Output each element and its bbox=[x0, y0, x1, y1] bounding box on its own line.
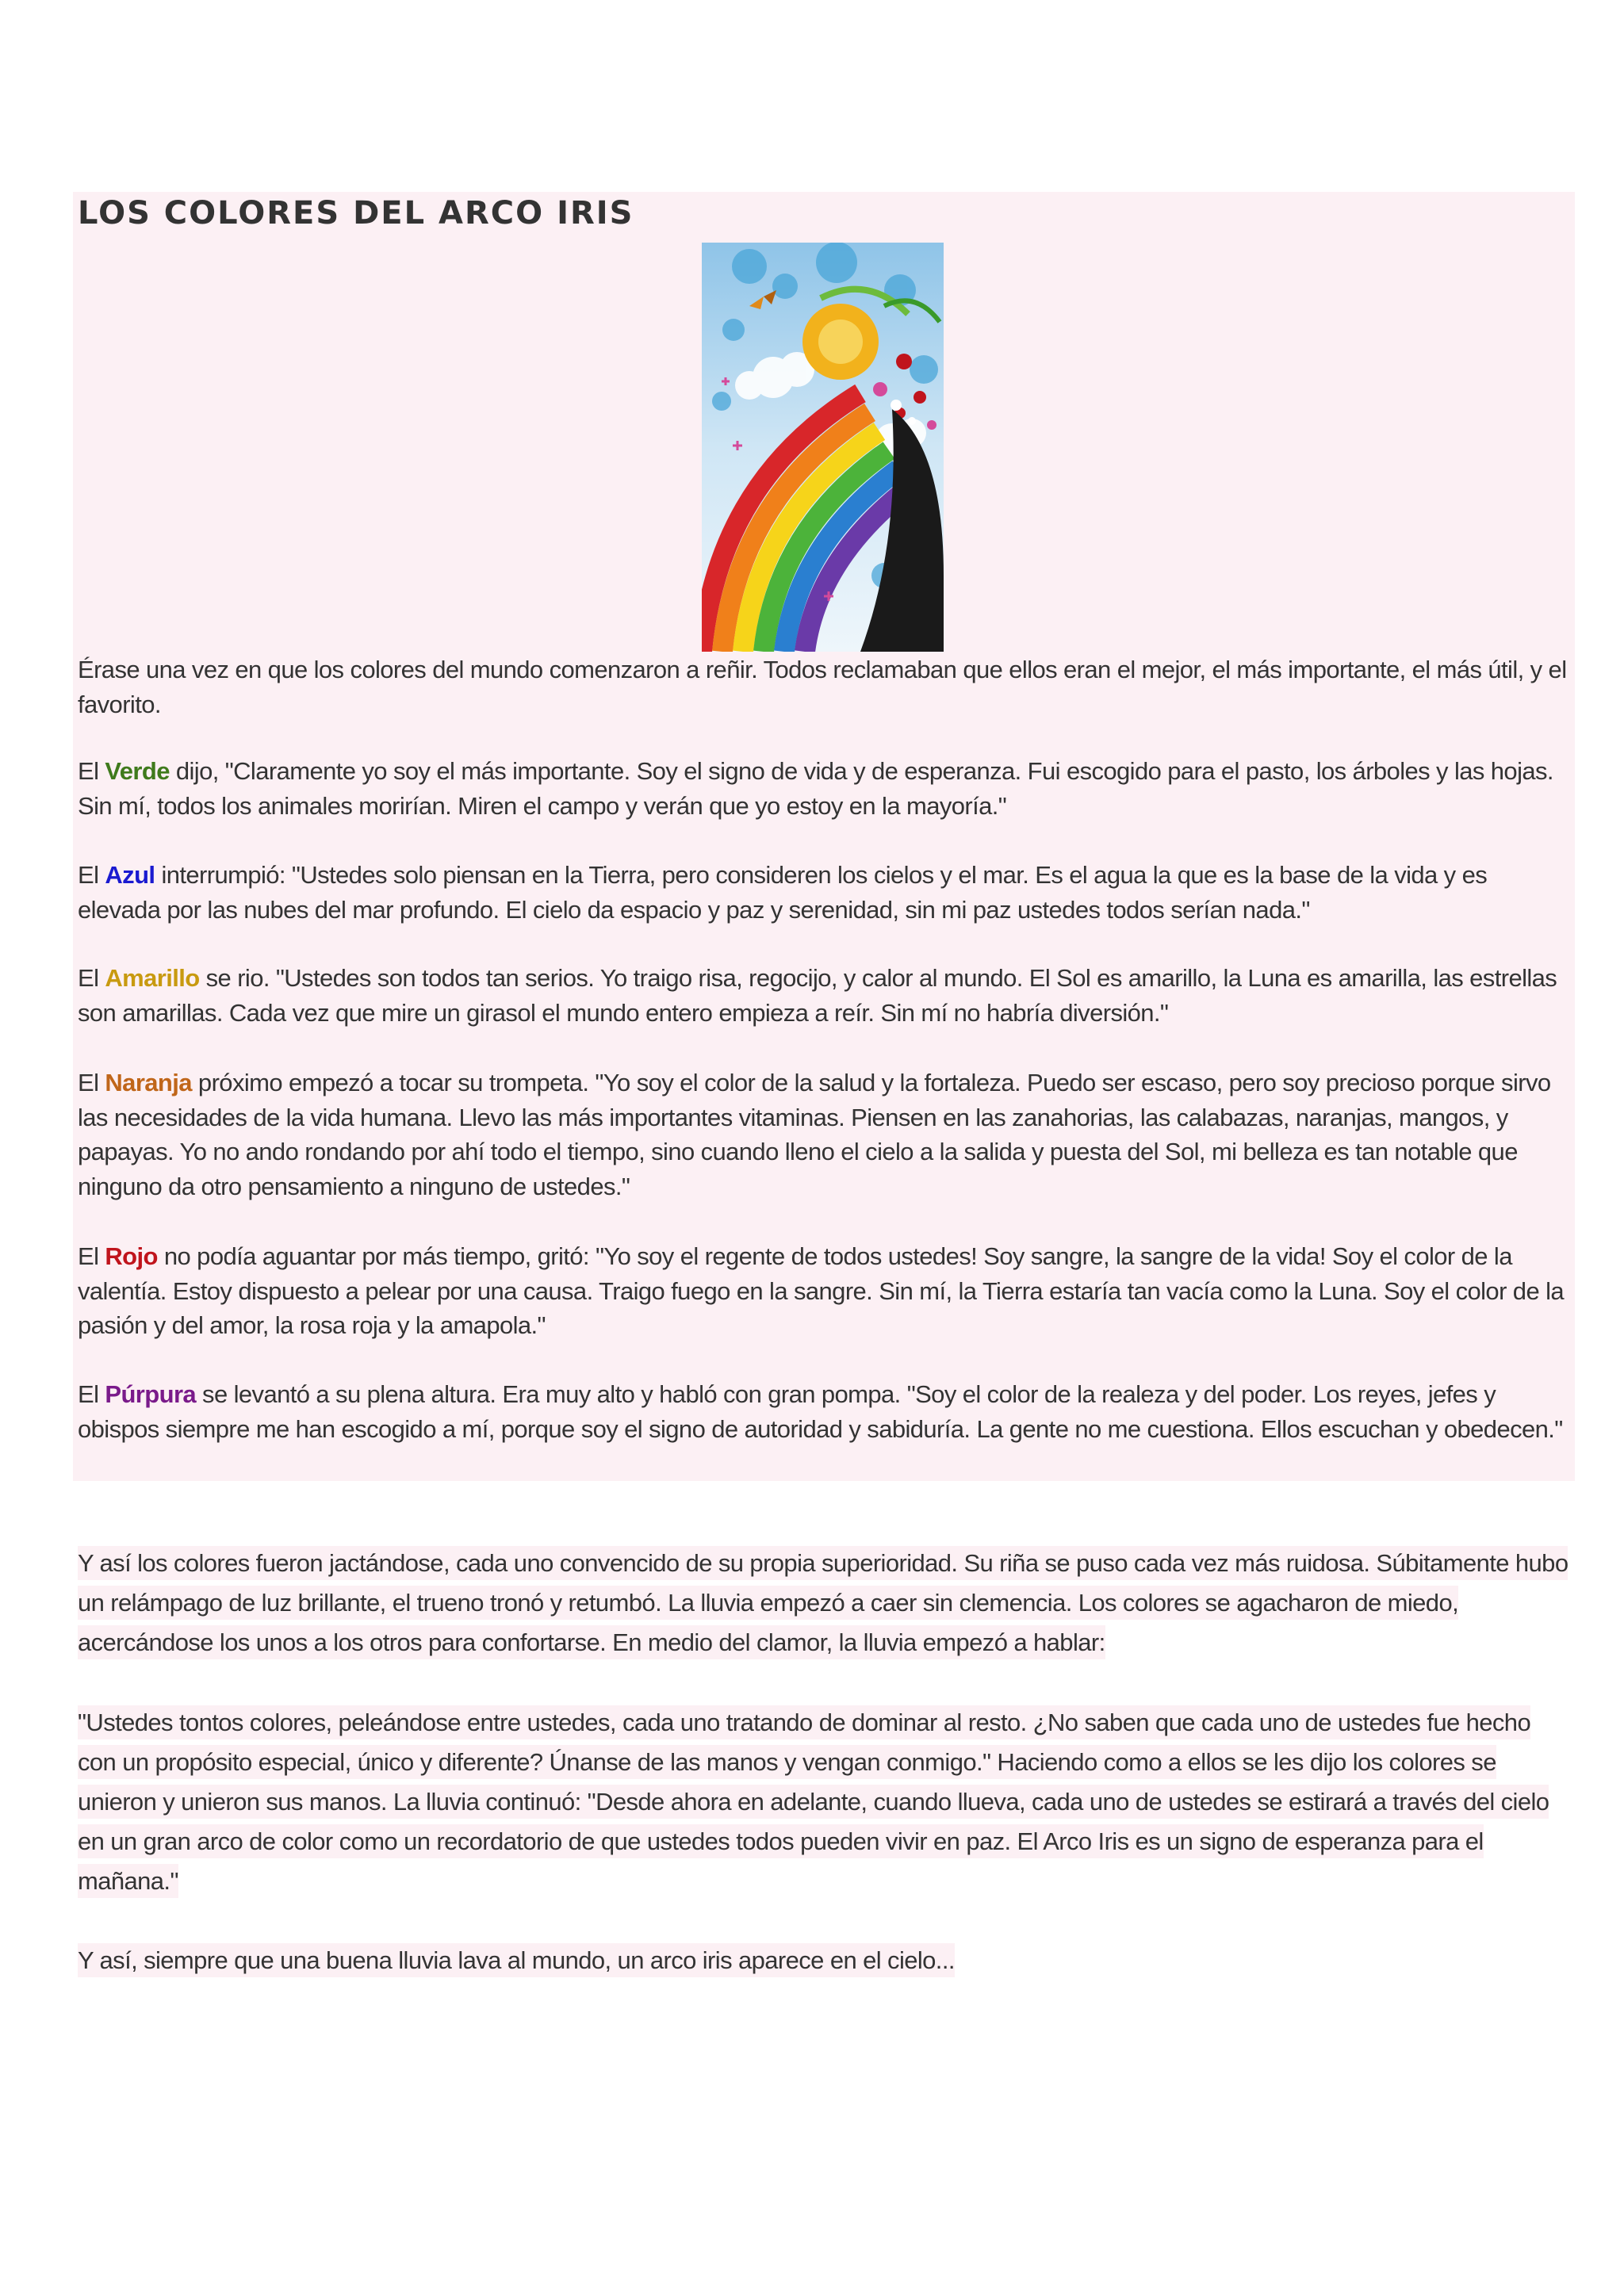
paragraph-text: interrumpió: "Ustedes solo piensan en la Tierra, pero consideren los cielos y el mar. Es el agua la que es la base de la vida y es elevada por las nubes del mar profundo. El cielo da espacio y paz y serenidad, sin mi paz ustedes todos serían nada." bbox=[78, 861, 1488, 924]
rainbow-illustration-icon bbox=[702, 243, 944, 652]
naranja-paragraph bbox=[78, 1066, 1575, 1203]
color-name-naranja: Naranja bbox=[105, 1069, 192, 1096]
page-title: LOS COLORES DEL ARCO IRIS bbox=[78, 195, 634, 232]
paragraph-text: se rio. "Ustedes son todos tan serios. Yo traigo risa, regocijo, y calor al mundo. El Sol es amarillo, la Luna es amarilla, las estrellas son amarillas. Cada vez que mire un girasol el mundo entero empieza a reír. Sin mí no habría diversión." bbox=[78, 964, 1557, 1027]
azul-paragraph bbox=[78, 858, 1575, 927]
ending-paragraph-1 bbox=[78, 1544, 1575, 1663]
color-name-purpura: Púrpura bbox=[105, 1380, 197, 1408]
paragraph-prefix: El bbox=[78, 861, 105, 889]
rojo-paragraph bbox=[78, 1239, 1575, 1343]
paragraph-text: se levantó a su plena altura. Era muy alto y habló con gran pompa. "Soy el color de la realeza y del poder. Los reyes, jefes y obispos siempre me han escogido a mí, porque soy el signo de autoridad y sabiduría. La gente no me cuestiona. Ellos escuchan y obedecen." bbox=[78, 1380, 1563, 1443]
ending-text: Y así los colores fueron jactándose, cada uno convencido de su propia superioridad. Su riña se puso cada vez más ruidosa. Súbitamente hubo un relámpago de luz brillante, el trueno tronó y retumbó. La lluvia empezó a caer sin clemencia. Los colores se agacharon de miedo, acercándose los unos a los otros para confortarse. En medio del clamor, la lluvia empezó a hablar: bbox=[78, 1546, 1568, 1659]
paragraph-text: no podía aguantar por más tiempo, gritó: "Yo soy el regente de todos ustedes! Soy sangre, la sangre de la vida! Soy el color de la valentía. Estoy dispuesto a pelear por una causa. Traigo fuego en la sangre. Sin mí, la Tierra estaría tan vacía como la Luna. Soy el color de la pasión y del amor, la rosa roja y la amapola." bbox=[78, 1242, 1565, 1339]
color-name-amarillo: Amarillo bbox=[105, 964, 200, 992]
color-name-verde: Verde bbox=[105, 757, 170, 785]
purpura-paragraph bbox=[78, 1377, 1575, 1446]
paragraph-text: dijo, "Claramente yo soy el más importante. Soy el signo de vida y de esperanza. Fui escogido para el pasto, los árboles y las hojas. Sin mí, todos los animales morirían. Miren el campo y verán que yo estoy en la mayoría." bbox=[78, 757, 1553, 820]
paragraph-prefix: El bbox=[78, 1069, 105, 1096]
ending-paragraph-3 bbox=[78, 1941, 1575, 1980]
color-name-azul: Azul bbox=[105, 861, 155, 889]
ending-text: "Ustedes tontos colores, peleándose entre ustedes, cada uno tratando de dominar al resto. ¿No saben que cada uno de ustedes fue hecho con un propósito especial, único y diferente? Únanse de las manos y vengan conmigo." Haciendo como a ellos se les dijo los colores se unieron y unieron sus manos. La lluvia continuó: "Desde ahora en adelante, cuando llueva, cada uno de ustedes se estirará a través del cielo en un gran arco de color como un recordatorio de que ustedes todos pueden vivir en paz. El Arco Iris es un signo de esperanza para el mañana." bbox=[78, 1705, 1549, 1898]
color-name-rojo: Rojo bbox=[105, 1242, 158, 1270]
paragraph-text: próximo empezó a tocar su trompeta. "Yo soy el color de la salud y la fortaleza. Puedo ser escaso, pero soy precioso porque sirvo las necesidades de la vida humana. Llevo las más importantes vitaminas. Piensen en las zanahorias, las calabazas, naranjas, mangos, y papayas. Yo no ando rondando por ahí todo el tiempo, sino cuando lleno el cielo a la salida y puesta del Sol, mi belleza es tan notable que ninguno da otro pensamiento a ninguno de ustedes." bbox=[78, 1069, 1551, 1200]
amarillo-paragraph bbox=[78, 961, 1575, 1030]
paragraph-prefix: El bbox=[78, 1242, 105, 1270]
paragraph-prefix: El bbox=[78, 964, 105, 992]
ending-paragraph-2 bbox=[78, 1703, 1575, 1901]
paragraph-prefix: El bbox=[78, 757, 105, 785]
intro-paragraph: Érase una vez en que los colores del mundo comenzaron a reñir. Todos reclamaban que ellos eran el mejor, el más importante, el más útil, y el favorito. bbox=[78, 656, 1567, 718]
verde-paragraph bbox=[78, 754, 1575, 823]
ending-text: Y así, siempre que una buena lluvia lava al mundo, un arco iris aparece en el cielo... bbox=[78, 1943, 955, 1977]
paragraph-prefix: El bbox=[78, 1380, 105, 1408]
